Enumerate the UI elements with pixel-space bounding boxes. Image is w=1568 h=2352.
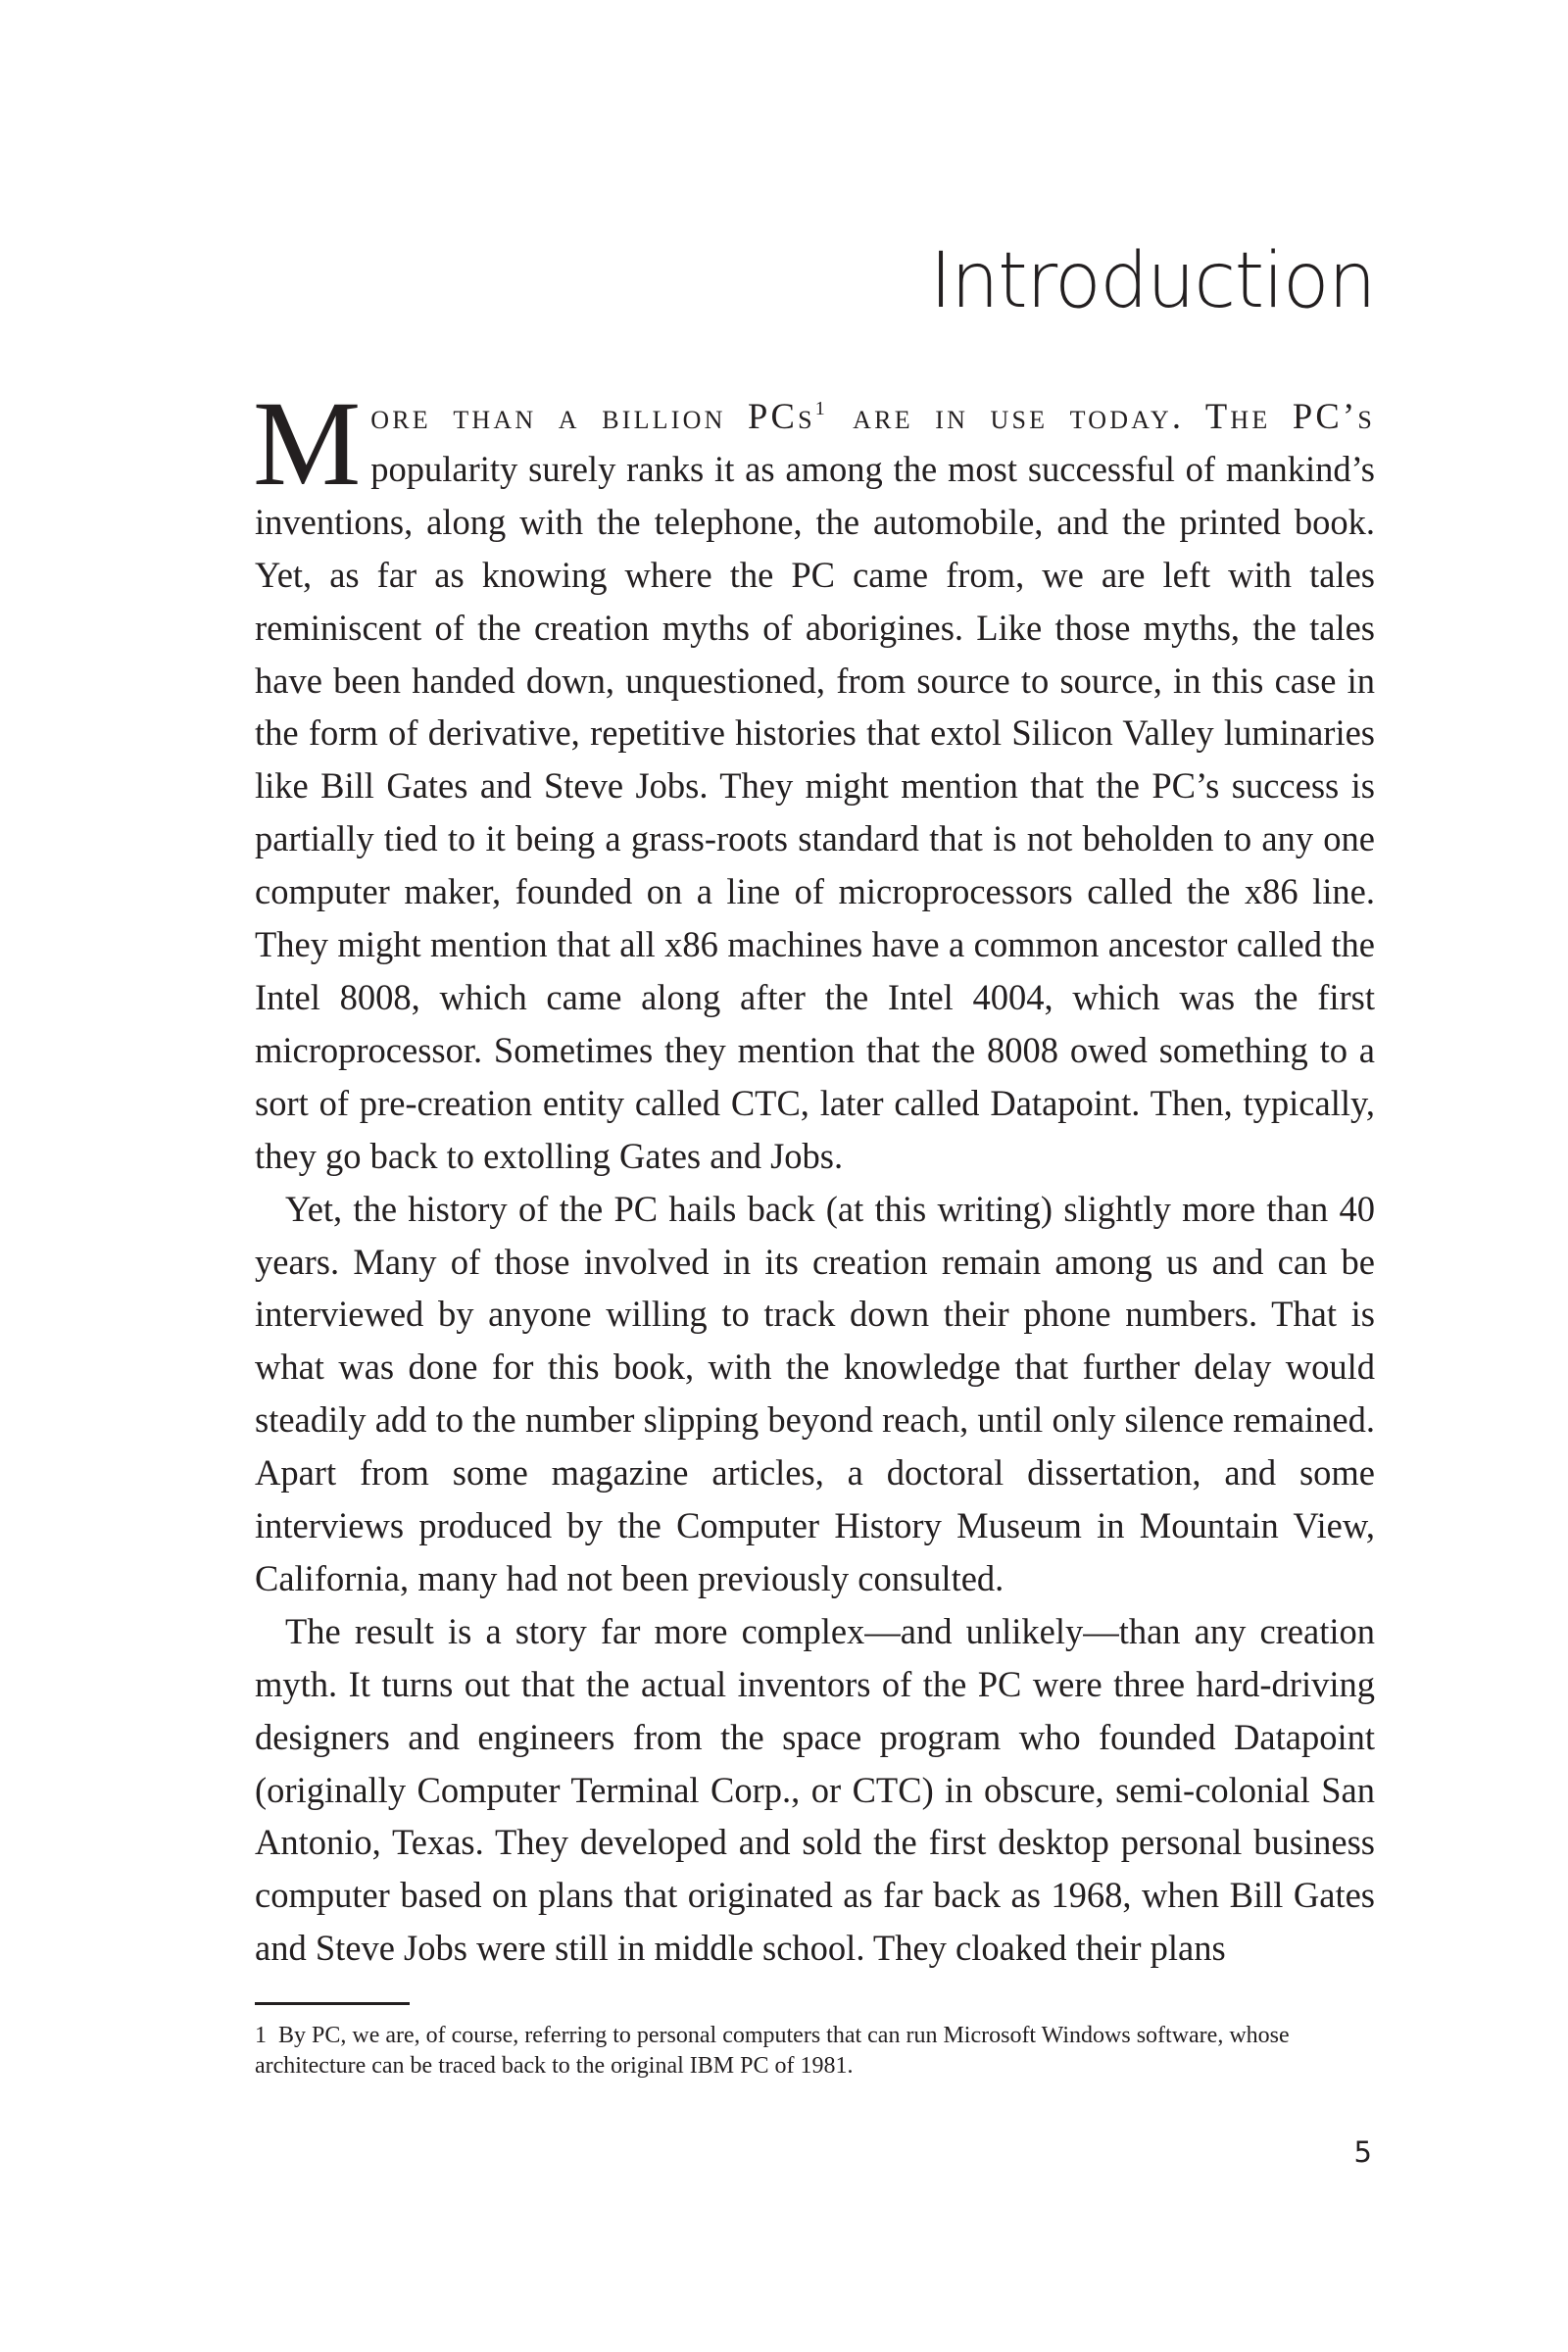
footnote-reference[interactable]: 1 [814, 398, 825, 419]
paragraph-3: The result is a story far more complex—and unlikely—than any creation myth. It turns out that the actual inventors of the PC were three hard-driving designers and engineers from the space program who founded Datapoint (originally Computer Terminal Corp., or CTC) in obscure, semi-colonial San Antonio, Texas. They developed and sold the first desktop personal business computer based on plans that originated as far back as 1968, when Bill Gates and Steve Jobs were still in middle school. They cloaked their plans [255, 1610, 1375, 1969]
body-text [253, 376, 1375, 1975]
chapter-title: Introduction [929, 237, 1375, 325]
drop-cap: M [253, 376, 362, 511]
lead-in-text: ore than a billion PCs [370, 396, 815, 436]
footnote-divider [255, 2002, 410, 2005]
paragraph-1-text: popularity surely ranks it as among the most successful of mankind’s inventions, along with the telephone, the automobile, and the printed book. Yet, as far as knowing where the PC came from, we are left with tales reminiscent of the creation myths of aborigines. Like those myths, the tales have been handed down, unquestioned, from source to source, in this case in the form of derivative, repetitive histories that extol Silicon Valley luminaries like Bill Gates and Steve Jobs. They might mention that the PC’s success is partially tied to it being a grass-roots standard that is not beholden to any one computer maker, founded on a line of microprocessors called the x86 line. They might mention that all x86 machines have a common ancestor called the Intel 8008, which came along after the Intel 4004, which was the first microprocessor. Sometimes they mention that the 8008 owed something to a sort of pre-creation entity called CTC, later called Datapoint. Then, typically, they go back to extolling Gates and Jobs. [255, 448, 1375, 1176]
footnote-number: 1 [255, 2023, 267, 2048]
page-number: 5 [1353, 2135, 1372, 2169]
paragraph-1 [253, 376, 1375, 1183]
footnote-text: By PC, we are, of course, referring to personal computers that can run Microsoft Windows software, whose architecture can be traced back to the original IBM PC of 1981. [255, 2023, 1290, 2079]
footnote [255, 2021, 1375, 2082]
paragraph-2: Yet, the history of the PC hails back (at this writing) slightly more than 40 years. Many of those involved in its creation remain among us and can be interviewed by anyone willing to track down their phone numbers. That is what was done for this book, with the knowledge that further delay would steadily add to the number slipping beyond reach, until only silence remained. Apart from some magazine articles, a doctoral dissertation, and some interviews produced by the Computer History Museum in Mountain View, California, many had not been previously consulted. [255, 1188, 1375, 1598]
lead-in-small-caps [370, 396, 1375, 436]
lead-in-rest: are in use today. The PC’s [830, 396, 1375, 436]
